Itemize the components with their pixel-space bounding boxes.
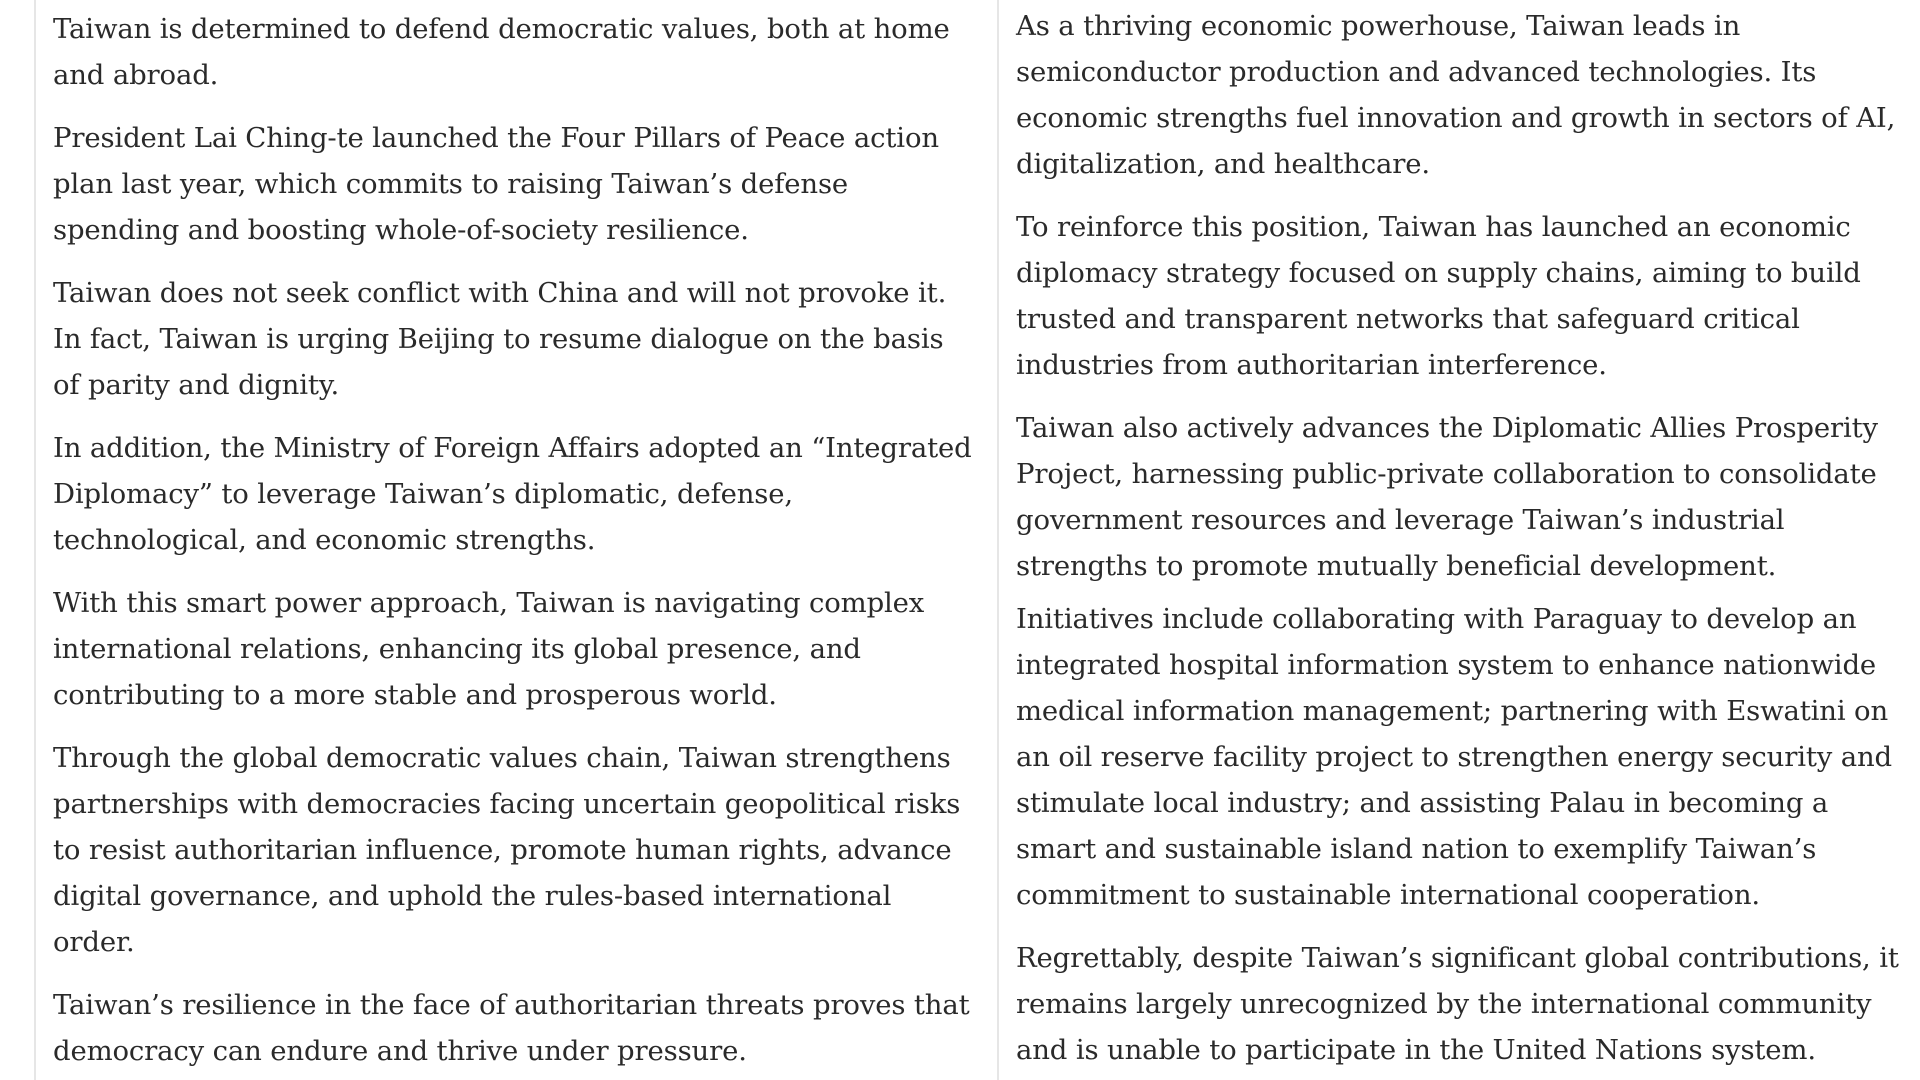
paragraph-left-4: In addition, the Ministry of Foreign Affairs adopted an “Integrated Diplomacy” to leverage Taiwan’s diplomatic, defense, technological, and economic strengths. [53, 432, 972, 556]
paragraph-right-2: To reinforce this position, Taiwan has launched an economic diplomacy strategy focused on supply chains, aiming to build trusted and transparent networks that safeguard critical industries from authoritarian interference. [1016, 211, 1861, 381]
paragraph-left-6: Through the global democratic values chain, Taiwan strengthens partnerships with democracies facing uncertain geopolitical risks to resist authoritarian influence, promote human rights, advance digital governance, and uphold the rules-based international order. [53, 742, 961, 958]
paragraph-left-2: President Lai Ching-te launched the Four Pillars of Peace action plan last year, which commits to raising Taiwan’s defense spending and boosting whole-of-society resilience. [53, 122, 939, 246]
paragraph-right-1: As a thriving economic powerhouse, Taiwan leads in semiconductor production and advanced technologies. Its economic strengths fuel innovation and growth in sectors of AI, digitalization, and healthcare. [1016, 10, 1896, 180]
paragraph-right-5: Regrettably, despite Taiwan’s significant global contributions, it remains largely unrecognized by the international community and is unable to participate in the United Nations system. [1016, 942, 1899, 1066]
paragraph-left-7: Taiwan’s resilience in the face of authoritarian threats proves that democracy can endure and thrive under pressure. [53, 989, 970, 1067]
paragraph-left-3: Taiwan does not seek conflict with China and will not provoke it. In fact, Taiwan is urging Beijing to resume dialogue on the basis of parity and dignity. [53, 277, 947, 401]
paragraph-left-5: With this smart power approach, Taiwan is navigating complex international relations, enhancing its global presence, and contributing to a more stable and prosperous world. [53, 587, 925, 711]
right-text-column [997, 0, 1920, 1080]
left-text-column [34, 0, 997, 1080]
paragraph-right-3: Taiwan also actively advances the Diplomatic Allies Prosperity Project, harnessing public-private collaboration to consolidate government resources and leverage Taiwan’s industrial strengths to promote mutually beneficial development. [1016, 412, 1878, 582]
paragraph-right-4: Initiatives include collaborating with Paraguay to develop an integrated hospital information system to enhance nationwide medical information management; partnering with Eswatini on an oil reserve facility project to strengthen energy security and stimulate local industry; and assisting Palau in becoming a smart and sustainable island nation to exemplify Taiwan’s commitment to sustainable international cooperation. [1016, 603, 1892, 911]
paragraph-left-1: Taiwan is determined to defend democratic values, both at home and abroad. [53, 13, 950, 91]
